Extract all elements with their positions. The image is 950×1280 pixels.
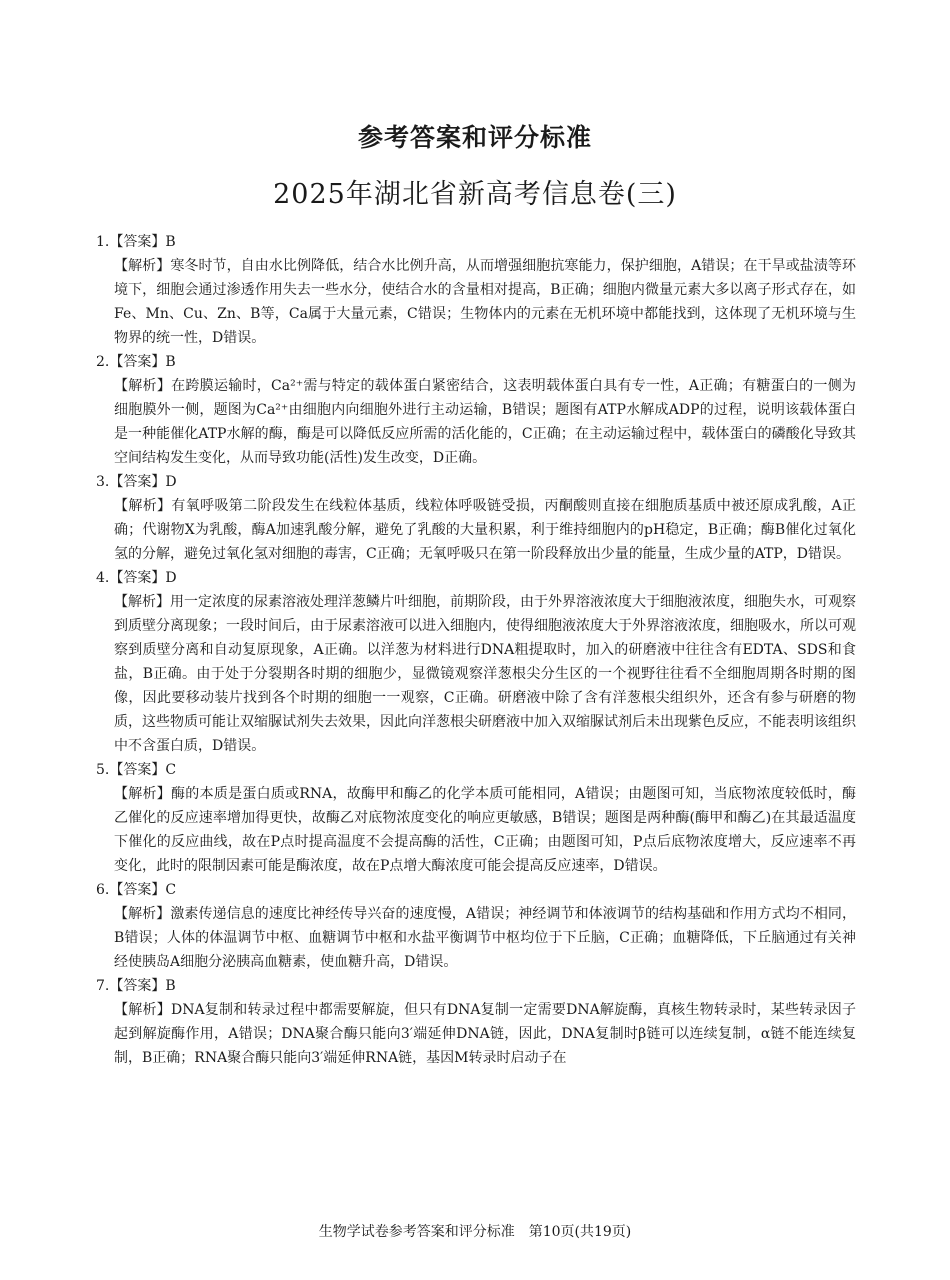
explanation-label: 【解析】 <box>114 1002 171 1018</box>
question-block <box>96 230 856 350</box>
explanation-text: DNA复制和转录过程中都需要解旋，但只有DNA复制一定需要DNA解旋酶，真核生物转录时，某些转录因子起到解旋酶作用，A错误；DNA聚合酶只能向3′端延伸DNA链，因此，DNA复制时β链可以连续复制，α链不能连续复制，B正确；RNA聚合酶只能向3′端延伸RNA链，基因M转录时启动子在 <box>114 1002 856 1066</box>
question-block <box>96 878 856 974</box>
answer-choice: D <box>165 570 177 586</box>
explanation-paragraph <box>96 998 856 1070</box>
answer-label: 【答案】 <box>109 762 166 778</box>
answer-label: 【答案】 <box>109 474 166 490</box>
answer-choice: C <box>165 762 177 778</box>
answer-choice: B <box>165 354 176 370</box>
answer-line <box>96 350 856 374</box>
answer-choice: D <box>165 474 177 490</box>
explanation-label: 【解析】 <box>114 258 171 274</box>
answer-line <box>96 566 856 590</box>
question-number: 6. <box>96 882 110 898</box>
answer-label: 【答案】 <box>109 978 166 994</box>
answer-choice: B <box>165 978 176 994</box>
explanation-text: 寒冬时节，自由水比例降低，结合水比例升高，从而增强细胞抗寒能力，保护细胞，A错误；在干旱或盐渍等环境下，细胞会通过渗透作用失去一些水分，使结合水的含量相对提高，B正确；细胞内微量元素大多以离子形式存在，如Fe、Mn、Cu、Zn、B等，Ca属于大量元素，C错误；生物体内的元素在无机环境中都能找到，这体现了无机环境与生物界的统一性，D错误。 <box>114 258 857 346</box>
question-block <box>96 470 856 566</box>
question-block <box>96 974 856 1070</box>
explanation-text: 在跨膜运输时，Ca²⁺需与特定的载体蛋白紧密结合，这表明载体蛋白具有专一性，A正确；有糖蛋白的一侧为细胞膜外一侧，题图为Ca²⁺由细胞内向细胞外进行主动运输，B错误；题图有ATP水解成ADP的过程，说明该载体蛋白是一种能催化ATP水解的酶，酶是可以降低反应所需的活化能的，C正确；在主动运输过程中，载体蛋白的磷酸化导致其空间结构发生变化，从而导致功能(活性)发生改变，D正确。 <box>114 378 856 466</box>
question-block <box>96 758 856 878</box>
page-title: 参考答案和评分标准 <box>357 123 592 152</box>
question-block <box>96 566 856 758</box>
answer-line <box>96 878 856 902</box>
question-number: 2. <box>96 354 110 370</box>
explanation-paragraph <box>96 374 856 470</box>
question-number: 1. <box>96 234 110 250</box>
answer-choice: C <box>165 882 177 898</box>
answer-line <box>96 758 856 782</box>
explanation-paragraph <box>96 902 856 974</box>
explanation-label: 【解析】 <box>114 594 170 610</box>
answer-label: 【答案】 <box>109 354 166 370</box>
explanation-paragraph <box>96 590 856 758</box>
question-number: 4. <box>96 570 110 586</box>
explanation-text: 酶的本质是蛋白质或RNA，故酶甲和酶乙的化学本质可能相同，A错误；由题图可知，当底物浓度较低时，酶乙催化的反应速率增加得更快，故酶乙对底物浓度变化的响应更敏感，B错误；题图是两种酶(酶甲和酶乙)在其最适温度下催化的反应曲线，故在P点时提高温度不会提高酶的活性，C正确；由题图可知，P点后底物浓度增大，反应速率不再变化，此时的限制因素可能是酶浓度，故在P点增大酶浓度可能会提高反应速率，D错误。 <box>114 786 857 874</box>
explanation-paragraph <box>96 494 856 566</box>
answer-line <box>96 470 856 494</box>
explanation-label: 【解析】 <box>114 906 171 922</box>
question-number: 3. <box>96 474 110 490</box>
explanation-paragraph <box>96 254 856 350</box>
question-block <box>96 350 856 470</box>
answer-label: 【答案】 <box>109 570 166 586</box>
explanation-text: 激素传递信息的速度比神经传导兴奋的速度慢，A错误；神经调节和体液调节的结构基础和作用方式均不相同，B错误；人体的体温调节中枢、血糖调节中枢和水盐平衡调节中枢均位于下丘脑，C正确；血糖降低，下丘脑通过有关神经使胰岛A细胞分泌胰高血糖素，使血糖升高，D错误。 <box>114 906 857 970</box>
answer-label: 【答案】 <box>109 234 166 250</box>
page-footer: 生物学试卷参考答案和评分标准 第10页(共19页) <box>318 1224 632 1240</box>
question-number: 5. <box>96 762 110 778</box>
answer-line <box>96 230 856 254</box>
explanation-label: 【解析】 <box>114 498 172 514</box>
explanation-text: 有氧呼吸第二阶段发生在线粒体基质，线粒体呼吸链受损，丙酮酸则直接在细胞质基质中被还原成乳酸，A正确；代谢物X为乳酸，酶A加速乳酸分解，避免了乳酸的大量积累，利于维持细胞内的pH稳定，B正确；酶B催化过氧化氢的分解，避免过氧化氢对细胞的毒害，C正确；无氧呼吸只在第一阶段释放出少量的能量，生成少量的ATP，D错误。 <box>114 498 857 562</box>
question-number: 7. <box>96 978 110 994</box>
answer-line <box>96 974 856 998</box>
answer-choice: B <box>165 234 176 250</box>
exam-subtitle: 2025年湖北省新高考信息卷(三) <box>273 179 677 210</box>
explanation-text: 用一定浓度的尿素溶液处理洋葱鳞片叶细胞，前期阶段，由于外界溶液浓度大于细胞液浓度，细胞失水，可观察到质壁分离现象；一段时间后，由于尿素溶液可以进入细胞内，使得细胞液浓度大于外界溶液浓度，细胞吸水，所以可观察到质壁分离和自动复原现象，A正确。以洋葱为材料进行DNA粗提取时，加入的研磨液中往往含有EDTA、SDS和食盐，B正确。由于处于分裂期各时期的细胞少，显微镜观察洋葱根尖分生区的一个视野往往看不全细胞周期各时期的图像，因此要移动装片找到各个时期的细胞一一观察，C正确。研磨液中除了含有洋葱根尖组织外，还含有参与研磨的物质，这些物质可能让双缩脲试剂失去效果，因此向洋葱根尖研磨液中加入双缩脲试剂后未出现紫色反应，不能表明该组织中不含蛋白质，D错误。 <box>114 594 856 754</box>
explanation-paragraph <box>96 782 856 878</box>
answers-list <box>96 230 856 1070</box>
explanation-label: 【解析】 <box>114 786 172 802</box>
answer-label: 【答案】 <box>109 882 166 898</box>
explanation-label: 【解析】 <box>114 378 172 394</box>
